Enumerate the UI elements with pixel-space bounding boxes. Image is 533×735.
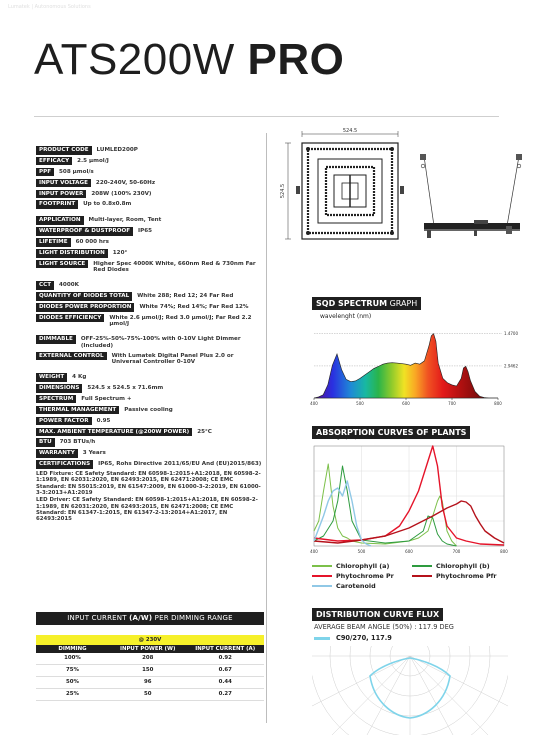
spec-label: LIGHT SOURCE <box>36 260 88 269</box>
legend-swatch <box>314 637 330 640</box>
table-row <box>36 689 264 701</box>
absorption-x-tick: 600 <box>405 549 413 554</box>
dim-height-label: 524.5 <box>280 183 286 199</box>
spec-label: LIFETIME <box>36 238 71 247</box>
absorption-chart <box>308 442 528 556</box>
spec-label: CERTIFICATIONS <box>36 460 93 469</box>
spec-label: SPECTRUM <box>36 395 76 404</box>
absorption-series-line <box>314 466 457 546</box>
legend-swatch <box>312 575 332 577</box>
fixture-drawing <box>274 126 524 246</box>
spec-label: LIGHT DISTRIBUTION <box>36 249 108 258</box>
spec-label: THERMAL MANAGEMENT <box>36 406 119 415</box>
spec-row <box>36 449 264 458</box>
spec-label: EFFICACY <box>36 157 72 166</box>
spec-value: 4000K <box>59 282 79 289</box>
spectrum-x-tick: 400 <box>310 401 318 406</box>
voltage-band: @ 230V <box>36 635 264 645</box>
absorption-series-line <box>314 464 457 546</box>
col-input-power: INPUT POWER (W) <box>119 646 176 652</box>
absorption-x-tick: 800 <box>500 549 508 554</box>
product-title <box>34 35 345 84</box>
spec-value: Full Spectrum + <box>81 395 132 402</box>
absorption-title: ABSORPTION CURVES OF PLANTS <box>312 426 470 439</box>
spec-value: 703 BTUs/h <box>59 439 96 446</box>
spec-value: 220-240V, 50-60Hz <box>95 179 156 186</box>
spec-value: 0.95 <box>96 417 111 424</box>
legend-phytochrome-pr: Phytochrome Pr <box>312 572 412 580</box>
legend-swatch <box>312 585 332 587</box>
table-cell: 50 <box>143 691 152 697</box>
absorption-x-tick: 500 <box>357 549 366 554</box>
col-dimming: DIMMING <box>58 646 87 652</box>
spec-label: DIODES POWER PROPORTION <box>36 303 134 312</box>
spec-label: APPLICATION <box>36 216 84 225</box>
certification-detail: LED Fixture: CE Safety Standard: EN 60598-1:2015+A1:2018, EN 60598-2-1:1989, EN 62031:2020, EN 62493:2015, EN 62471:2008; CE EMC Standard: EN 55015:2019, EN 61547:2009, EN 61000-3-2:2019, EN 61000-3-3:2013+A1:2019 <box>36 471 261 497</box>
spec-value: Passive cooling <box>124 406 173 413</box>
spec-value: 524.5 x 524.5 x 71.6mm <box>87 385 164 392</box>
spec-label: WATERPROOF & DUSTPROOF <box>36 227 133 236</box>
spectrum-chart <box>308 322 528 408</box>
legend-carotenoid: Carotenoid <box>312 582 412 590</box>
spec-row <box>36 314 264 328</box>
table-cell: 208 <box>142 655 154 661</box>
spectrum-x-tick: 800 <box>494 401 502 406</box>
polar-distribution-chart <box>312 646 508 735</box>
spec-value: 120° <box>112 250 128 257</box>
spectrum-title: SQD SPECTRUM GRAPH <box>312 297 421 310</box>
input-current-table <box>36 612 264 701</box>
legend-phytochrome-pfr: Phytochrome Pfr <box>412 572 512 580</box>
table-cell: 25% <box>66 691 79 697</box>
table-cell: 75% <box>66 667 79 673</box>
spec-row <box>36 216 264 225</box>
input-current-title: INPUT CURRENT (A/W) PER DIMMING RANGE <box>36 612 264 625</box>
spec-value: OFF-25%-50%-75%-100% with 0-10V Light Dimmer (Included) <box>80 336 241 349</box>
absorption-axis-unit: wavelenght (nm) <box>318 436 357 441</box>
spec-label: PPF <box>36 168 54 177</box>
spec-row <box>36 179 264 188</box>
spec-label: BTU <box>36 438 55 447</box>
spec-label: DIMMABLE <box>36 335 76 344</box>
watermark: Lumatek | Autonomous Solutions <box>8 4 91 10</box>
spec-value: 208W (100% 230V) <box>91 190 152 197</box>
spec-value: 3 Years <box>82 450 106 457</box>
table-header-row <box>36 645 264 653</box>
spec-value: 25°C <box>197 428 212 435</box>
spec-value: Up to 0.8x0.8m <box>83 201 132 208</box>
spec-value: IP65 <box>138 228 153 235</box>
table-row <box>36 677 264 689</box>
title-main: ATS200W <box>34 35 235 84</box>
spectrum-x-tick: 500 <box>356 401 364 406</box>
spec-row <box>36 384 264 393</box>
spec-label: INPUT POWER <box>36 190 86 199</box>
spec-row <box>36 352 264 366</box>
spec-row <box>36 303 264 312</box>
column-divider <box>266 133 267 723</box>
spec-row <box>36 395 264 404</box>
distribution-legend: C90/270, 117.9 <box>314 634 392 642</box>
spec-value: White 74%; Red 14%; Far Red 12% <box>139 304 249 311</box>
table-cell: 50% <box>66 679 79 685</box>
spec-row <box>36 373 264 382</box>
spec-row <box>36 428 264 437</box>
spec-label: DIMENSIONS <box>36 384 82 393</box>
spec-label: WARRANTY <box>36 449 78 458</box>
table-cell: 0.27 <box>218 691 232 697</box>
spec-row <box>36 157 264 166</box>
absorption-x-tick: 400 <box>310 549 318 554</box>
spec-row <box>36 200 264 209</box>
spec-label: CCT <box>36 281 54 290</box>
spec-label: FOOTPRINT <box>36 200 78 209</box>
spec-row <box>36 238 264 247</box>
legend-chlorophyll-a: Chlorophyll (a) <box>312 562 412 570</box>
title-pro: PRO <box>247 35 345 84</box>
table-cell: 0.44 <box>218 679 232 685</box>
absorption-x-tick: 700 <box>452 549 461 554</box>
spec-row <box>36 146 264 155</box>
table-row <box>36 665 264 677</box>
spec-value: 4 Kg <box>72 374 87 381</box>
beam-angle-text: AVERAGE BEAM ANGLE (50%) : 117.9 DEG <box>314 623 454 631</box>
spec-value: 2.5 µmol/J <box>77 157 109 164</box>
spectrum-x-tick: 700 <box>448 401 456 406</box>
spectrum-x-tick: 600 <box>402 401 410 406</box>
spec-label: PRODUCT CODE <box>36 146 92 155</box>
spec-value: 60 000 hrs <box>75 239 110 246</box>
table-row <box>36 653 264 665</box>
spectrum-y-tick: 2.9462 <box>504 363 518 369</box>
spec-row <box>36 460 264 469</box>
spec-label: DIODES EFFICIENCY <box>36 314 104 323</box>
legend-swatch <box>312 565 332 567</box>
distribution-title: DISTRIBUTION CURVE FLUX <box>312 608 443 621</box>
dim-width-label: 524.5 <box>342 128 358 134</box>
spec-value: Multi-layer, Room, Tent <box>88 217 162 224</box>
spec-label: WEIGHT <box>36 373 67 382</box>
spec-row <box>36 168 264 177</box>
col-input-current: INPUT CURRENT (A) <box>195 646 256 652</box>
spec-value: White 288; Red 12; 24 Far Red <box>137 293 234 300</box>
spec-row <box>36 438 264 447</box>
table-cell: 96 <box>143 679 152 685</box>
spec-row <box>36 249 264 258</box>
spec-value: IP65, Rohs Directive 2011/65/EU And (EU)2015/863) <box>98 461 262 468</box>
spec-label: QUANTITY OF DIODES TOTAL <box>36 292 132 301</box>
spec-value: Higher Spec 4000K White, 660nm Red & 730nm Far Red Diodes <box>93 260 256 274</box>
header-divider <box>34 116 499 117</box>
spec-list <box>36 146 264 523</box>
spec-label: POWER FACTOR <box>36 417 92 426</box>
certification-detail: LED Driver: CE Safety Standard: EN 60598-1:2015+A1:2018, EN 60598-2-1:1989, EN 62031:2020, EN 62493:2015, EN 62471:2008; CE EMC Standard: EN 61347-1:2015, EN 61347-2-13:2014+A1:2017, EN 62493:2015 <box>36 497 258 523</box>
spec-value: White 2.6 µmol/J; Red 3.0 µmol/J; Far Red 2.2 µmol/J <box>109 314 252 328</box>
spec-row <box>36 260 264 274</box>
table-cell: 100% <box>64 655 81 661</box>
legend-swatch <box>412 565 432 567</box>
spec-value: LUMLED200P <box>96 147 138 153</box>
spec-value: 508 µmol/s <box>59 168 94 175</box>
table-cell: 0.92 <box>218 655 232 661</box>
spec-label: MAX. AMBIENT TEMPERATURE (@200W POWER) <box>36 428 192 437</box>
spec-row <box>36 227 264 236</box>
spectrum-y-tick: 1.4700 <box>504 331 518 337</box>
spec-row <box>36 190 264 199</box>
spec-label: EXTERNAL CONTROL <box>36 352 107 361</box>
spec-row <box>36 292 264 301</box>
spec-label: INPUT VOLTAGE <box>36 179 91 188</box>
legend-swatch <box>412 575 432 577</box>
spec-row <box>36 406 264 415</box>
table-cell: 0.67 <box>218 667 232 673</box>
spectrum-axis-unit: wavelenght (nm) <box>320 313 372 320</box>
spec-value: With Lumatek Digital Panel Plus 2.0 or Universal Controller 0-10V <box>111 352 234 366</box>
spec-row <box>36 417 264 426</box>
table-cell: 150 <box>142 667 154 673</box>
absorption-legend <box>312 562 512 592</box>
spec-row <box>36 335 264 349</box>
spec-row <box>36 281 264 290</box>
legend-chlorophyll-b: Chlorophyll (b) <box>412 562 512 570</box>
